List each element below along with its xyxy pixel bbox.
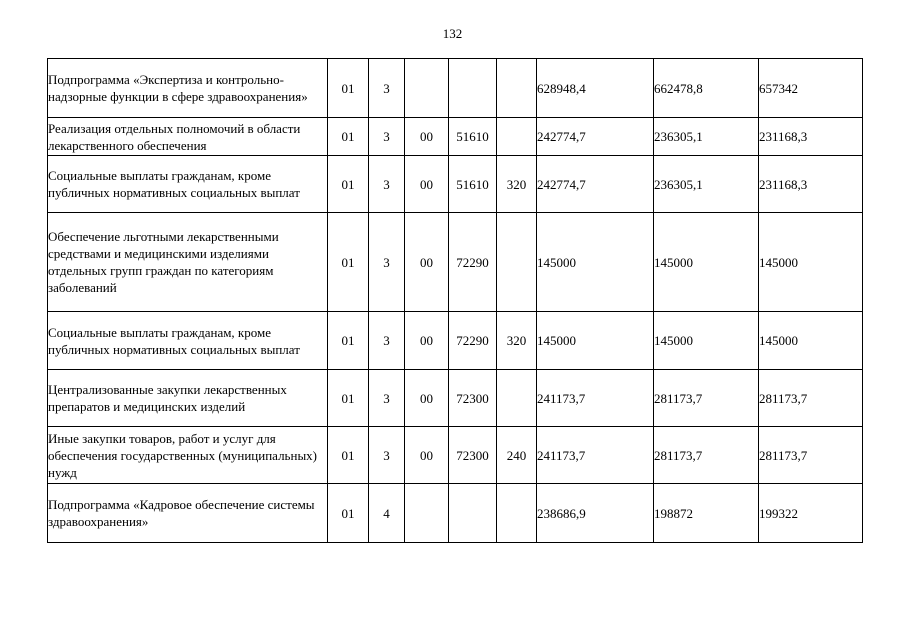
code-subprogram: 3: [369, 118, 405, 156]
budget-table: [47, 58, 863, 543]
code-expense-type: [497, 118, 537, 156]
amount-year-2: 236305,1: [654, 156, 759, 213]
code-section: 01: [328, 213, 369, 312]
code-section: 01: [328, 370, 369, 427]
code-direction: [449, 484, 497, 543]
amount-year-1: 145000: [537, 312, 654, 370]
code-item: 00: [405, 312, 449, 370]
amount-year-2: 281173,7: [654, 370, 759, 427]
code-item: [405, 59, 449, 118]
code-direction: 51610: [449, 156, 497, 213]
code-direction: 72300: [449, 427, 497, 484]
code-expense-type: [497, 484, 537, 543]
code-subprogram: 3: [369, 427, 405, 484]
table-row: [48, 484, 863, 543]
amount-year-2: 662478,8: [654, 59, 759, 118]
row-name: Подпрограмма «Экспертиза и контрольно-надзорные функции в сфере здравоохранения»: [48, 59, 328, 118]
code-section: 01: [328, 312, 369, 370]
row-name: Социальные выплаты гражданам, кроме публичных нормативных социальных выплат: [48, 312, 328, 370]
code-subprogram: 3: [369, 312, 405, 370]
row-name: Обеспечение льготными лекарственными средствами и медицинскими изделиями отдельных групп граждан по категориям заболеваний: [48, 213, 328, 312]
code-subprogram: 3: [369, 156, 405, 213]
code-expense-type: 240: [497, 427, 537, 484]
amount-year-3: 657342: [759, 59, 863, 118]
code-item: [405, 484, 449, 543]
code-item: 00: [405, 427, 449, 484]
amount-year-2: 145000: [654, 213, 759, 312]
code-direction: 72290: [449, 312, 497, 370]
page-number: 132: [442, 26, 463, 41]
amount-year-2: 145000: [654, 312, 759, 370]
table-row: [48, 118, 863, 156]
code-subprogram: 3: [369, 213, 405, 312]
code-section: 01: [328, 118, 369, 156]
amount-year-1: 238686,9: [537, 484, 654, 543]
code-expense-type: 320: [497, 312, 537, 370]
amount-year-3: 199322: [759, 484, 863, 543]
row-name: Иные закупки товаров, работ и услуг для обеспечения государственных (муниципальных) нужд: [48, 427, 328, 484]
amount-year-1: 241173,7: [537, 370, 654, 427]
amount-year-2: 198872: [654, 484, 759, 543]
amount-year-1: 242774,7: [537, 118, 654, 156]
amount-year-3: 231168,3: [759, 156, 863, 213]
code-expense-type: 320: [497, 156, 537, 213]
amount-year-3: 231168,3: [759, 118, 863, 156]
code-section: 01: [328, 156, 369, 213]
row-name: Реализация отдельных полномочий в области лекарственного обеспечения: [48, 118, 328, 156]
amount-year-2: 236305,1: [654, 118, 759, 156]
code-subprogram: 3: [369, 370, 405, 427]
code-section: 01: [328, 484, 369, 543]
code-section: 01: [328, 427, 369, 484]
code-direction: 72300: [449, 370, 497, 427]
code-direction: 51610: [449, 118, 497, 156]
table-row: [48, 59, 863, 118]
amount-year-1: 145000: [537, 213, 654, 312]
code-item: 00: [405, 213, 449, 312]
amount-year-1: 242774,7: [537, 156, 654, 213]
code-expense-type: [497, 59, 537, 118]
table-row: [48, 213, 863, 312]
table-row: [48, 312, 863, 370]
table-row: [48, 427, 863, 484]
amount-year-1: 241173,7: [537, 427, 654, 484]
amount-year-3: 281173,7: [759, 427, 863, 484]
table-row: [48, 370, 863, 427]
amount-year-1: 628948,4: [537, 59, 654, 118]
row-name: Централизованные закупки лекарственных препаратов и медицинских изделий: [48, 370, 328, 427]
amount-year-2: 281173,7: [654, 427, 759, 484]
code-subprogram: 3: [369, 59, 405, 118]
amount-year-3: 281173,7: [759, 370, 863, 427]
code-expense-type: [497, 370, 537, 427]
code-item: 00: [405, 118, 449, 156]
table-row: [48, 156, 863, 213]
code-section: 01: [328, 59, 369, 118]
code-item: 00: [405, 370, 449, 427]
row-name: Социальные выплаты гражданам, кроме публичных нормативных социальных выплат: [48, 156, 328, 213]
code-subprogram: 4: [369, 484, 405, 543]
code-item: 00: [405, 156, 449, 213]
amount-year-3: 145000: [759, 213, 863, 312]
code-direction: 72290: [449, 213, 497, 312]
code-direction: [449, 59, 497, 118]
code-expense-type: [497, 213, 537, 312]
row-name: Подпрограмма «Кадровое обеспечение системы здравоохранения»: [48, 484, 328, 543]
amount-year-3: 145000: [759, 312, 863, 370]
